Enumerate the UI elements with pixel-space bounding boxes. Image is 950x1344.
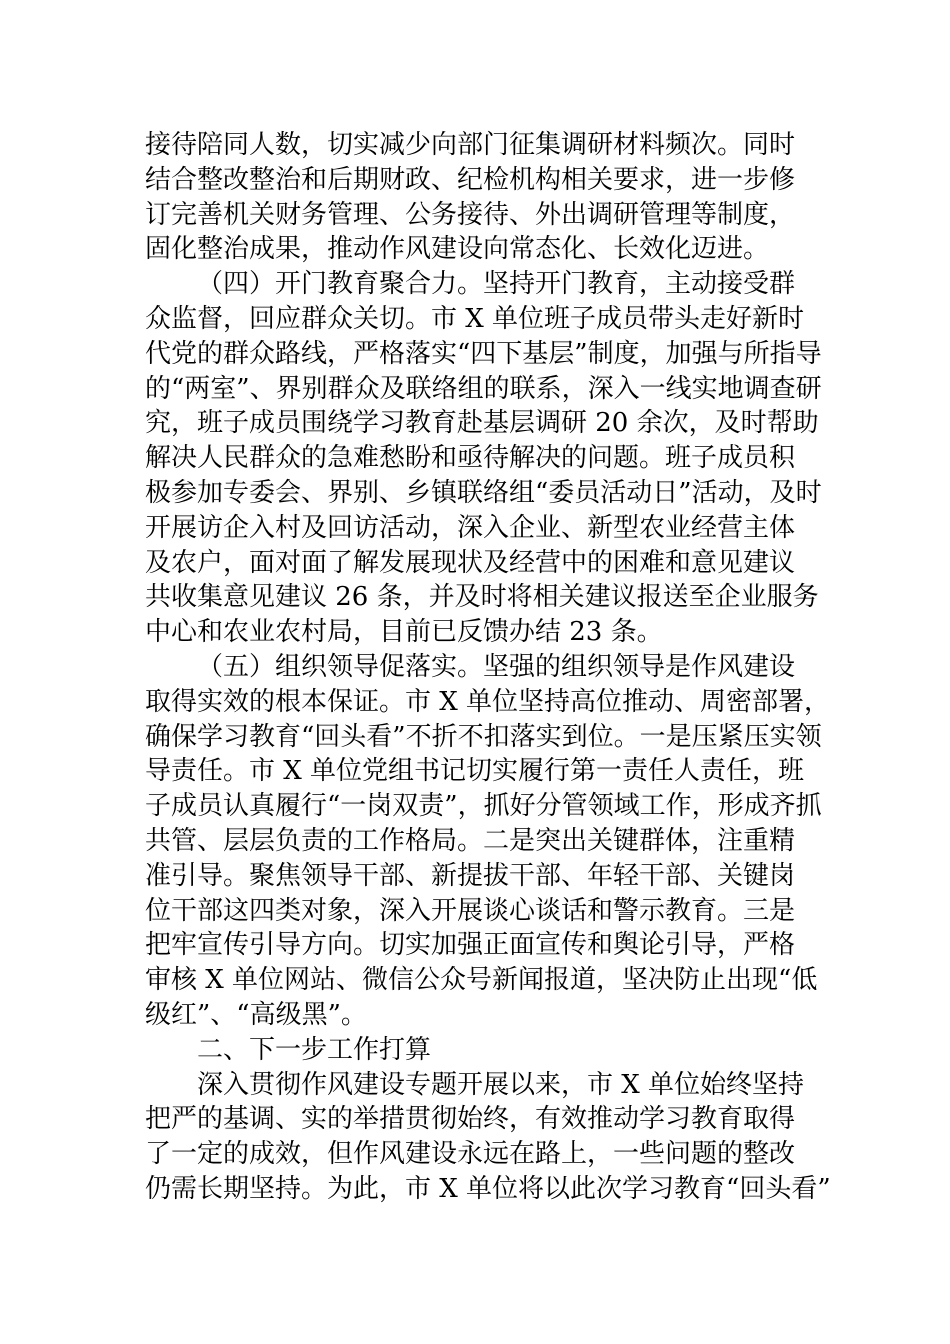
- body-line: 及农户，面对面了解发展现状及经营中的困难和意见建议: [145, 547, 796, 578]
- body-line: 确保学习教育“回头看”不折不扣落实到位。一是压紧压实领: [145, 721, 822, 752]
- body-line: 固化整治成果，推动作风建设向常态化、长效化迈进。: [145, 234, 770, 265]
- body-line: 究，班子成员围绕学习教育赴基层调研 20 余次，及时帮助: [145, 408, 819, 439]
- document-body: [145, 128, 831, 1207]
- body-line: 准引导。聚焦领导干部、新提拔干部、年轻干部、关键岗: [145, 860, 796, 891]
- body-line: 把牢宣传引导方向。切实加强正面宣传和舆论引导，严格: [145, 930, 796, 961]
- section-five-first-line: （五）组织领导促落实。坚强的组织领导是作风建设: [197, 651, 796, 682]
- body-line: 的“两室”、界别群众及联络组的联系，深入一线实地调查研: [145, 373, 822, 404]
- body-line: 结合整改整治和后期财政、纪检机构相关要求，进一步修: [145, 164, 796, 195]
- body-line: 审核 X 单位网站、微信公众号新闻报道，坚决防止出现“低: [145, 965, 818, 996]
- section-heading: 二、下一步工作打算: [197, 1034, 432, 1065]
- body-line: 极参加专委会、界别、乡镇联络组“委员活动日”活动，及时: [145, 477, 822, 508]
- body-line: 取得实效的根本保证。市 X 单位坚持高位推动、周密部署，: [145, 686, 831, 717]
- body-line: 仍需长期坚持。为此，市 X 单位将以此次学习教育“回头看”: [145, 1173, 831, 1204]
- body-line: 解决人民群众的急难愁盼和亟待解决的问题。班子成员积: [145, 443, 796, 474]
- body-line: 位干部这四类对象，深入开展谈心谈话和警示教育。三是: [145, 895, 796, 926]
- body-line: 共收集意见建议 26 条，并及时将相关建议报送至企业服务: [145, 582, 819, 613]
- body-line: 级红”、“高级黑”。: [145, 999, 367, 1030]
- section-four-first-line: （四）开门教育聚合力。坚持开门教育，主动接受群: [197, 269, 796, 300]
- body-line: 中心和农业农村局，目前已反馈办结 23 条。: [145, 617, 663, 648]
- body-line: 了一定的成效，但作风建设永远在路上，一些问题的整改: [145, 1139, 796, 1170]
- body-line: 把严的基调、实的举措贯彻始终，有效推动学习教育取得: [145, 1104, 796, 1135]
- body-line: 子成员认真履行“一岗双责”，抓好分管领域工作，形成齐抓: [145, 791, 822, 822]
- next-steps-first-line: 深入贯彻作风建设专题开展以来，市 X 单位始终坚持: [197, 1069, 805, 1100]
- body-line: 开展访企入村及回访活动，深入企业、新型农业经营主体: [145, 512, 796, 543]
- body-line: 代党的群众路线，严格落实“四下基层”制度，加强与所指导: [145, 338, 822, 369]
- body-line: 接待陪同人数，切实减少向部门征集调研材料频次。同时: [145, 130, 796, 160]
- body-line: 众监督，回应群众关切。市 X 单位班子成员带头走好新时: [145, 303, 805, 334]
- body-line: 导责任。市 X 单位党组书记切实履行第一责任人责任，班: [145, 756, 805, 787]
- body-line: 订完善机关财务管理、公务接待、外出调研管理等制度，: [145, 199, 796, 230]
- body-line: 共管、层层负责的工作格局。二是突出关键群体，注重精: [145, 825, 796, 856]
